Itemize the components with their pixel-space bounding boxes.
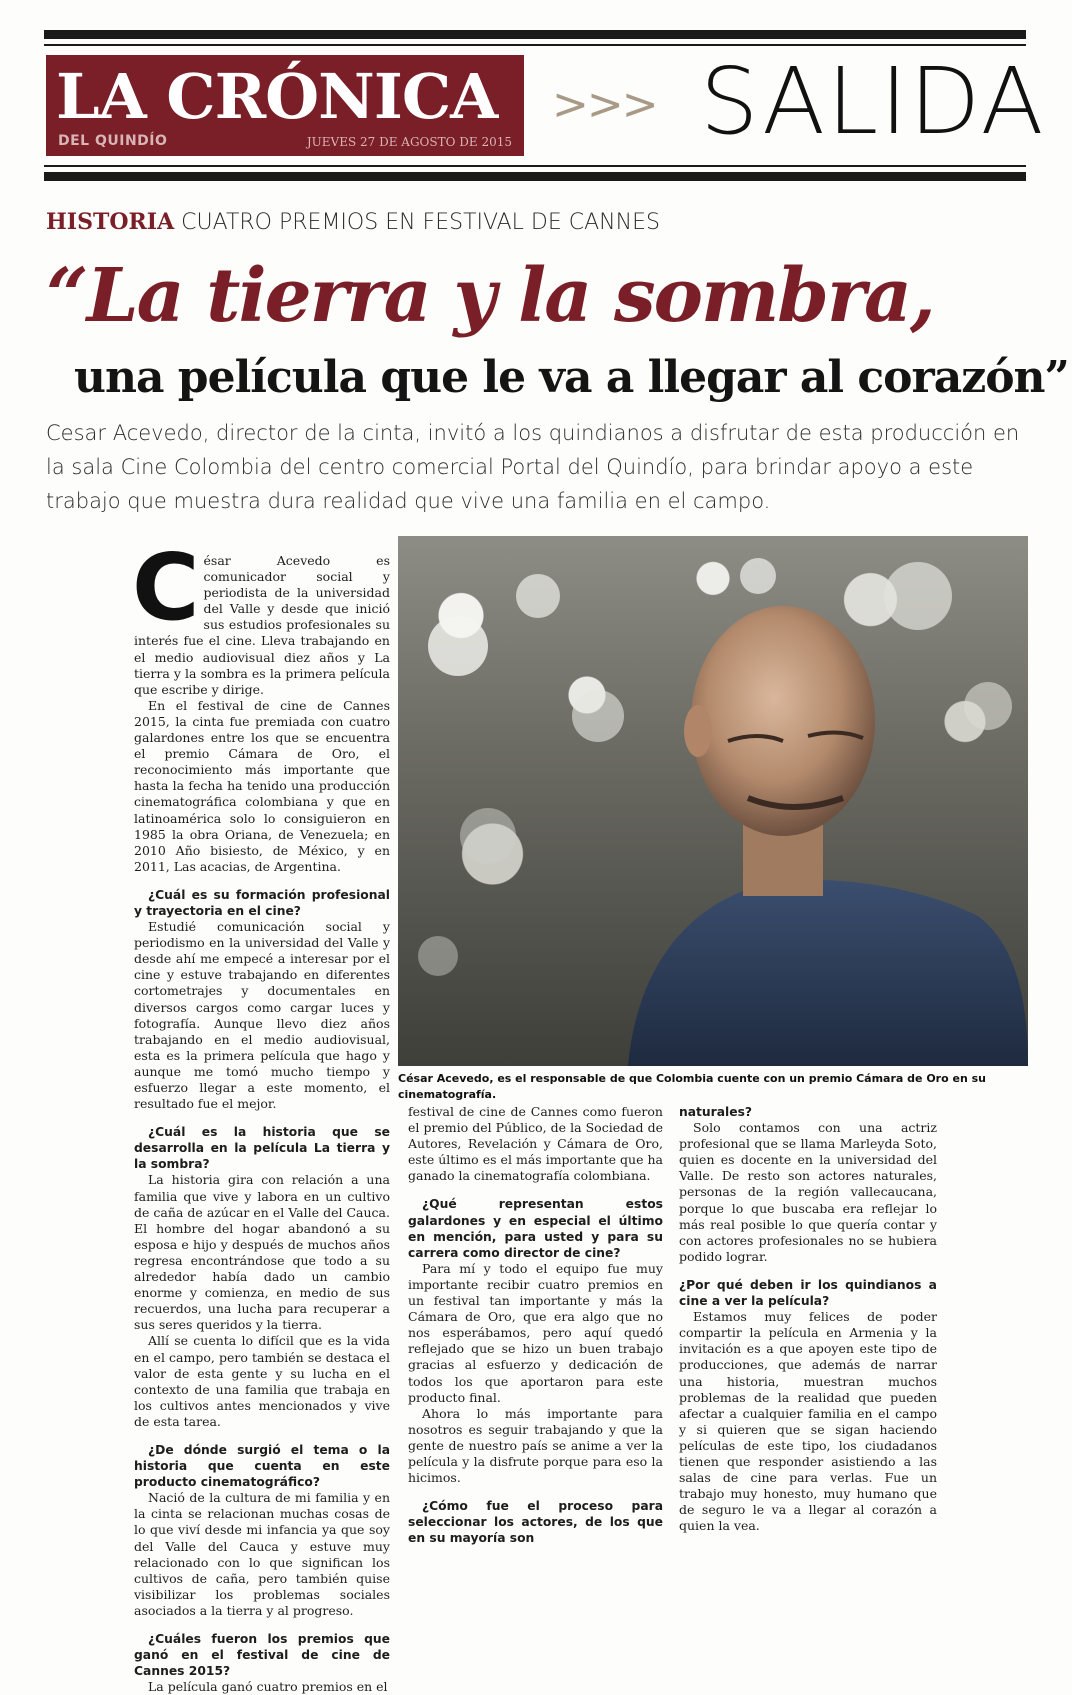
section-title: SALIDA: [700, 48, 1046, 155]
newspaper-name: LA CRÓNICA: [56, 60, 498, 133]
answer: Nació de la cultura de mi familia y en la cinta se relacionan muchas cosas de lo que viví desde mi infancia ya que soy del Valle del Cauca y estuve muy relacionado con lo que significan los cultivos de caña, pero también quise visibilizar los problemas sociales asociados a la tierra y al progreso.: [134, 1490, 390, 1618]
section-arrows: >>>: [552, 79, 657, 130]
top-rule-thin: [44, 44, 1026, 46]
headline-secondary: una película que le va a llegar al corazón”: [74, 352, 1069, 403]
portrait-illustration: [398, 536, 1028, 1066]
kicker-tag: HISTORIA: [46, 209, 175, 235]
question: ¿Cómo fue el proceso para seleccionar los actores, de los que en su mayoría son: [408, 1499, 663, 1546]
paragraph: En el festival de cine de Cannes 2015, la cinta fue premiada con cuatro galardones entre los que se encuentra el premio Cámara de Oro, el reconocimiento más importante que hasta la fecha ha tenido una producción cinematográfica colombiana y que en latinoamérica solo lo consiguieron en 1985 la obra Oriana, de Venezuela; en 2010 Año bisiesto, de México, y en 2011, Las acacias, de Argentina.: [134, 697, 390, 874]
kicker-text: CUATRO PREMIOS EN FESTIVAL DE CANNES: [181, 210, 660, 235]
column-1: [132, 534, 390, 1695]
question: ¿Cuál es la historia que se desarrolla en la película La tierra y la sombra?: [134, 1125, 390, 1172]
answer: Solo contamos con una actriz profesional que se llama Marleyda Soto, quien es docente en la universidad del Valle. De resto son actores naturales, personas de la región vallecaucana, porque lo que buscaba era reflejar lo más real posible lo que quería contar y con actores profesionales no se hubiera podido lograr.: [679, 1120, 937, 1264]
issue-date: JUEVES 27 DE AGOSTO DE 2015: [306, 135, 512, 149]
answer: Estamos muy felices de poder compartir la película en Armenia y la invitación es a que apoyen este tipo de producciones, que además de narrar una historia, muestran muchos problemas de la realidad que pueden afectar a cualquier familia en el campo y si quieren que se sigan haciendo películas de este tipo, los ciudadanos tienen que responder asistiendo a las salas de cine para verlas. Fue un trabajo muy honesto, muy humano que de seguro le va a llegar al corazón a quien la vea.: [679, 1309, 937, 1534]
answer: Estudié comunicación social y periodismo en la universidad del Valle y desde ahí me empecé a interesar por el cine y estuve trabajando en diferentes cortometrajes y documentales en diversos cargos como cargar luces y fotografía. Aunque llevo diez años trabajando en el medio audiovisual, esta es la primera película que hago y aunque me tomó mucho tiempo y esfuerzo llegar a este momento, el resultado fue el mejor.: [134, 919, 390, 1112]
drop-cap: C: [132, 534, 200, 641]
answer: Para mí y todo el equipo fue muy importante recibir cuatro premios en un festival tan importante y más la Cámara de Oro, que era algo que no nos esperábamos, pero aquí quedó reflejado que se hizo un buen trabajo gracias al esfuerzo y dedicación de todos los que aportaron para este producto final.: [408, 1260, 663, 1405]
newspaper-subtitle: DEL QUINDÍO: [58, 133, 168, 149]
answer: La historia gira con relación a una familia que vive y labora en un cultivo de caña de azúcar en el Valle del Cauca. El hombre del hogar abandonó a su esposa e hijo y después de muchos años regresa encontrándose que todo a su alrededor había dado un cambio enorme y comienza, en medio de sus recuerdos, una lucha para recuperar a sus seres queridos y la tierra.: [134, 1172, 390, 1333]
paragraph: César Acevedo es comunicador social y periodista de la universidad del Valle y desde que inició sus estudios profesionales su interés fue el cine. Lleva trabajando en el medio audiovisual diez años y La tierra y la sombra es la primera película que escribe y dirige.: [132, 534, 390, 697]
question: ¿Cuál es su formación profesional y trayectoria en el cine?: [134, 887, 390, 918]
answer: Allí se cuenta lo difícil que es la vida en el campo, pero también se destaca el valor de esta gente y su lucha en el contexto de una familia que trabaja en los cultivos antes mencionados y vive de esta tarea.: [134, 1333, 390, 1429]
masthead-logo: [46, 55, 524, 156]
top-rule: [44, 30, 1026, 39]
bottom-rule-thin: [44, 165, 1026, 167]
question: naturales?: [679, 1105, 753, 1119]
column-3: [679, 1104, 937, 1534]
headline-main: “La tierra y la sombra,: [46, 253, 934, 339]
question: ¿Cuáles fueron los premios que ganó en el festival de cine de Cannes 2015?: [134, 1632, 390, 1679]
column-2: [408, 1104, 663, 1546]
bottom-rule: [44, 172, 1026, 181]
answer: festival de cine de Cannes como fueron el premio del Público, de la Sociedad de Autores, Revelación y Cámara de Oro, este último es el más importante que ha ganado la cinematografía colombiana.: [408, 1104, 663, 1184]
question: ¿Qué representan estos galardones y en especial el último en mención, para usted y para su carrera como director de cine?: [408, 1197, 663, 1260]
question: ¿Por qué deben ir los quindianos a cine a ver la película?: [679, 1277, 937, 1309]
article-lede: Cesar Acevedo, director de la cinta, invitó a los quindianos a disfrutar de esta producción en la sala Cine Colombia del centro comercial Portal del Quindío, para brindar apoyo a este trabajo que muestra dura realidad que vive una familia en el campo.: [46, 421, 1020, 513]
portrait-photo: [398, 536, 1028, 1066]
question: ¿De dónde surgió el tema o la historia que cuenta en este producto cinematográfico?: [134, 1442, 390, 1490]
photo-caption: César Acevedo, es el responsable de que Colombia cuente con un premio Cámara de Oro en su cinematografía.: [398, 1072, 986, 1101]
kicker: [46, 209, 660, 235]
answer: Ahora lo más importante para nosotros es seguir trabajando y que la gente de nuestro país se anime a ver la película y la disfrute porque para eso la hicimos.: [408, 1405, 663, 1486]
answer: La película ganó cuatro premios en el: [148, 1679, 388, 1695]
